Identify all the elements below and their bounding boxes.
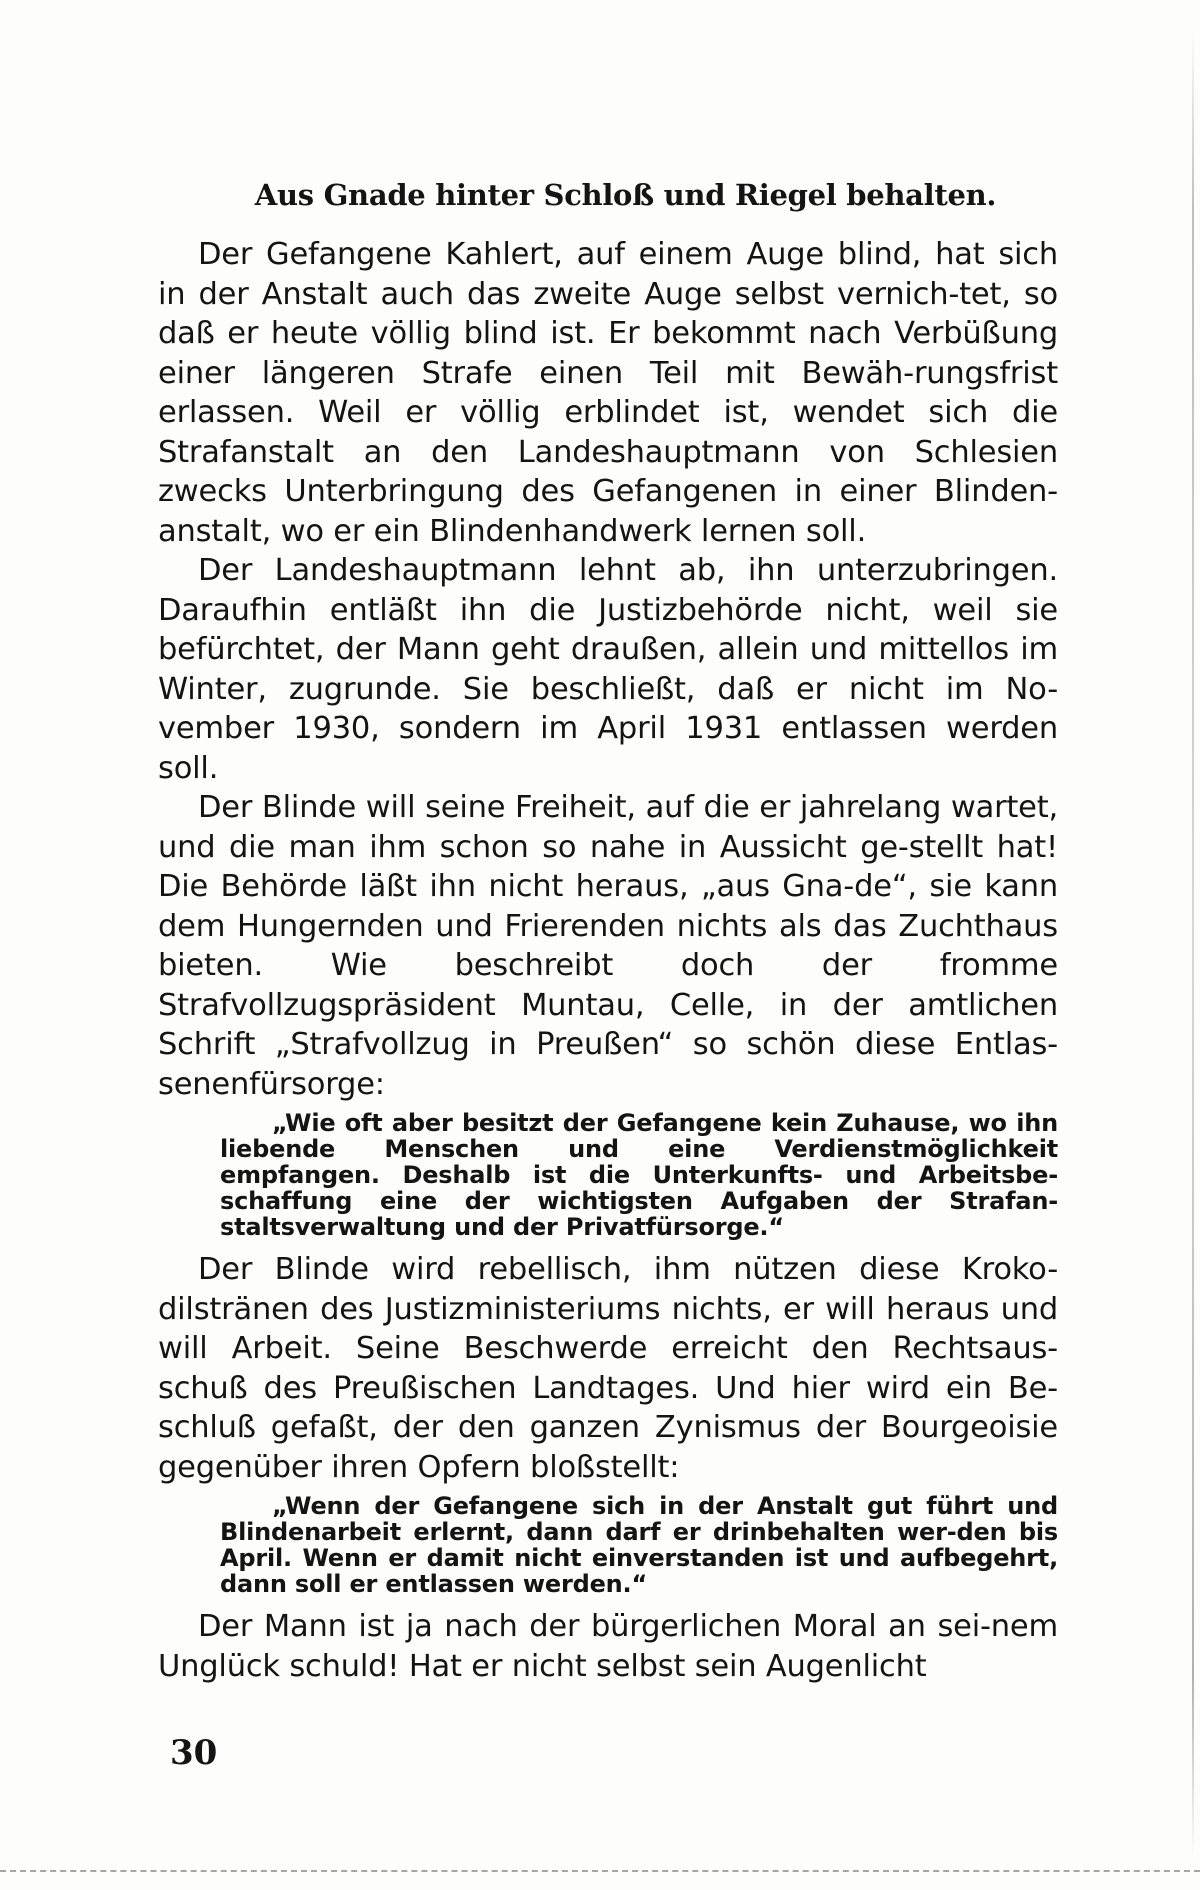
chapter-heading: Aus Gnade hinter Schloß und Riegel behalten. bbox=[254, 178, 997, 212]
page-edge-shadow bbox=[1192, 30, 1194, 1860]
page-text-block bbox=[158, 175, 1058, 1686]
paragraph-4: Der Blinde wird rebellisch, ihm nützen diese Kroko-dilstränen des Justizministeriums nichts, er will heraus und will Arbeit. Seine Beschwerde erreicht den Rechtsaus-schuß des Preußischen Landtages. Und hier wird ein Be-schluß gefaßt, der den ganzen Zynismus der Bourgeoisie gegenüber ihren Opfern bloßstellt: bbox=[158, 1252, 1058, 1485]
block-quote-2: „Wenn der Gefangene sich in der Anstalt gut führt und Blindenarbeit erlernt, dann darf er drinbehalten wer-den bis April. Wenn er damit nicht einverstanden ist und aufbegehrt, dann soll er entlassen werden.“ bbox=[220, 1492, 1058, 1598]
block-quote-1: „Wie oft aber besitzt der Gefangene kein Zuhause, wo ihn liebende Menschen und eine Verdienstmöglichkeit empfangen. Deshalb ist die Unterkunfts- und Arbeitsbe-schaffung eine der wichtigsten Aufgaben der Strafan-staltsverwaltung und der Privatfürsorge.“ bbox=[220, 1109, 1058, 1241]
page-bottom-edge bbox=[0, 1870, 1200, 1872]
paragraph-1: Der Gefangene Kahlert, auf einem Auge blind, hat sich in der Anstalt auch das zweite Auge selbst vernich-tet, so daß er heute völlig blind ist. Er bekommt nach Verbüßung einer längeren Strafe einen Teil mit Bewäh-rungsfrist erlassen. Weil er völlig erblindet ist, wendet sich die Strafanstalt an den Landeshauptmann von Schlesien zwecks Unterbringung des Gefangenen in einer Blinden-anstalt, wo er ein Blindenhandwerk lernen soll. bbox=[158, 237, 1058, 549]
page-number: 30 bbox=[170, 1733, 218, 1773]
paragraph-2: Der Landeshauptmann lehnt ab, ihn unterzubringen. Daraufhin entläßt ihn die Justizbehörde nicht, weil sie befürchtet, der Mann geht draußen, allein und mittellos im Winter, zugrunde. Sie beschließt, daß er nicht im No-vember 1930, sondern im April 1931 entlassen werden soll. bbox=[158, 553, 1058, 786]
paragraph-5: Der Mann ist ja nach der bürgerlichen Moral an sei-nem Unglück schuld! Hat er nicht selbst sein Augenlicht bbox=[158, 1609, 1058, 1684]
paragraph-3: Der Blinde will seine Freiheit, auf die er jahrelang wartet, und die man ihm schon so nahe in Aussicht ge-stellt hat! Die Behörde läßt ihn nicht heraus, „aus Gna-de“, sie kann dem Hungernden und Frierenden nichts als das Zuchthaus bieten. Wie beschreibt doch der fromme Strafvollzugspräsident Muntau, Celle, in der amtlichen Schrift „Strafvollzug in Preußen“ so schön diese Entlas-senenfürsorge: bbox=[158, 790, 1058, 1102]
